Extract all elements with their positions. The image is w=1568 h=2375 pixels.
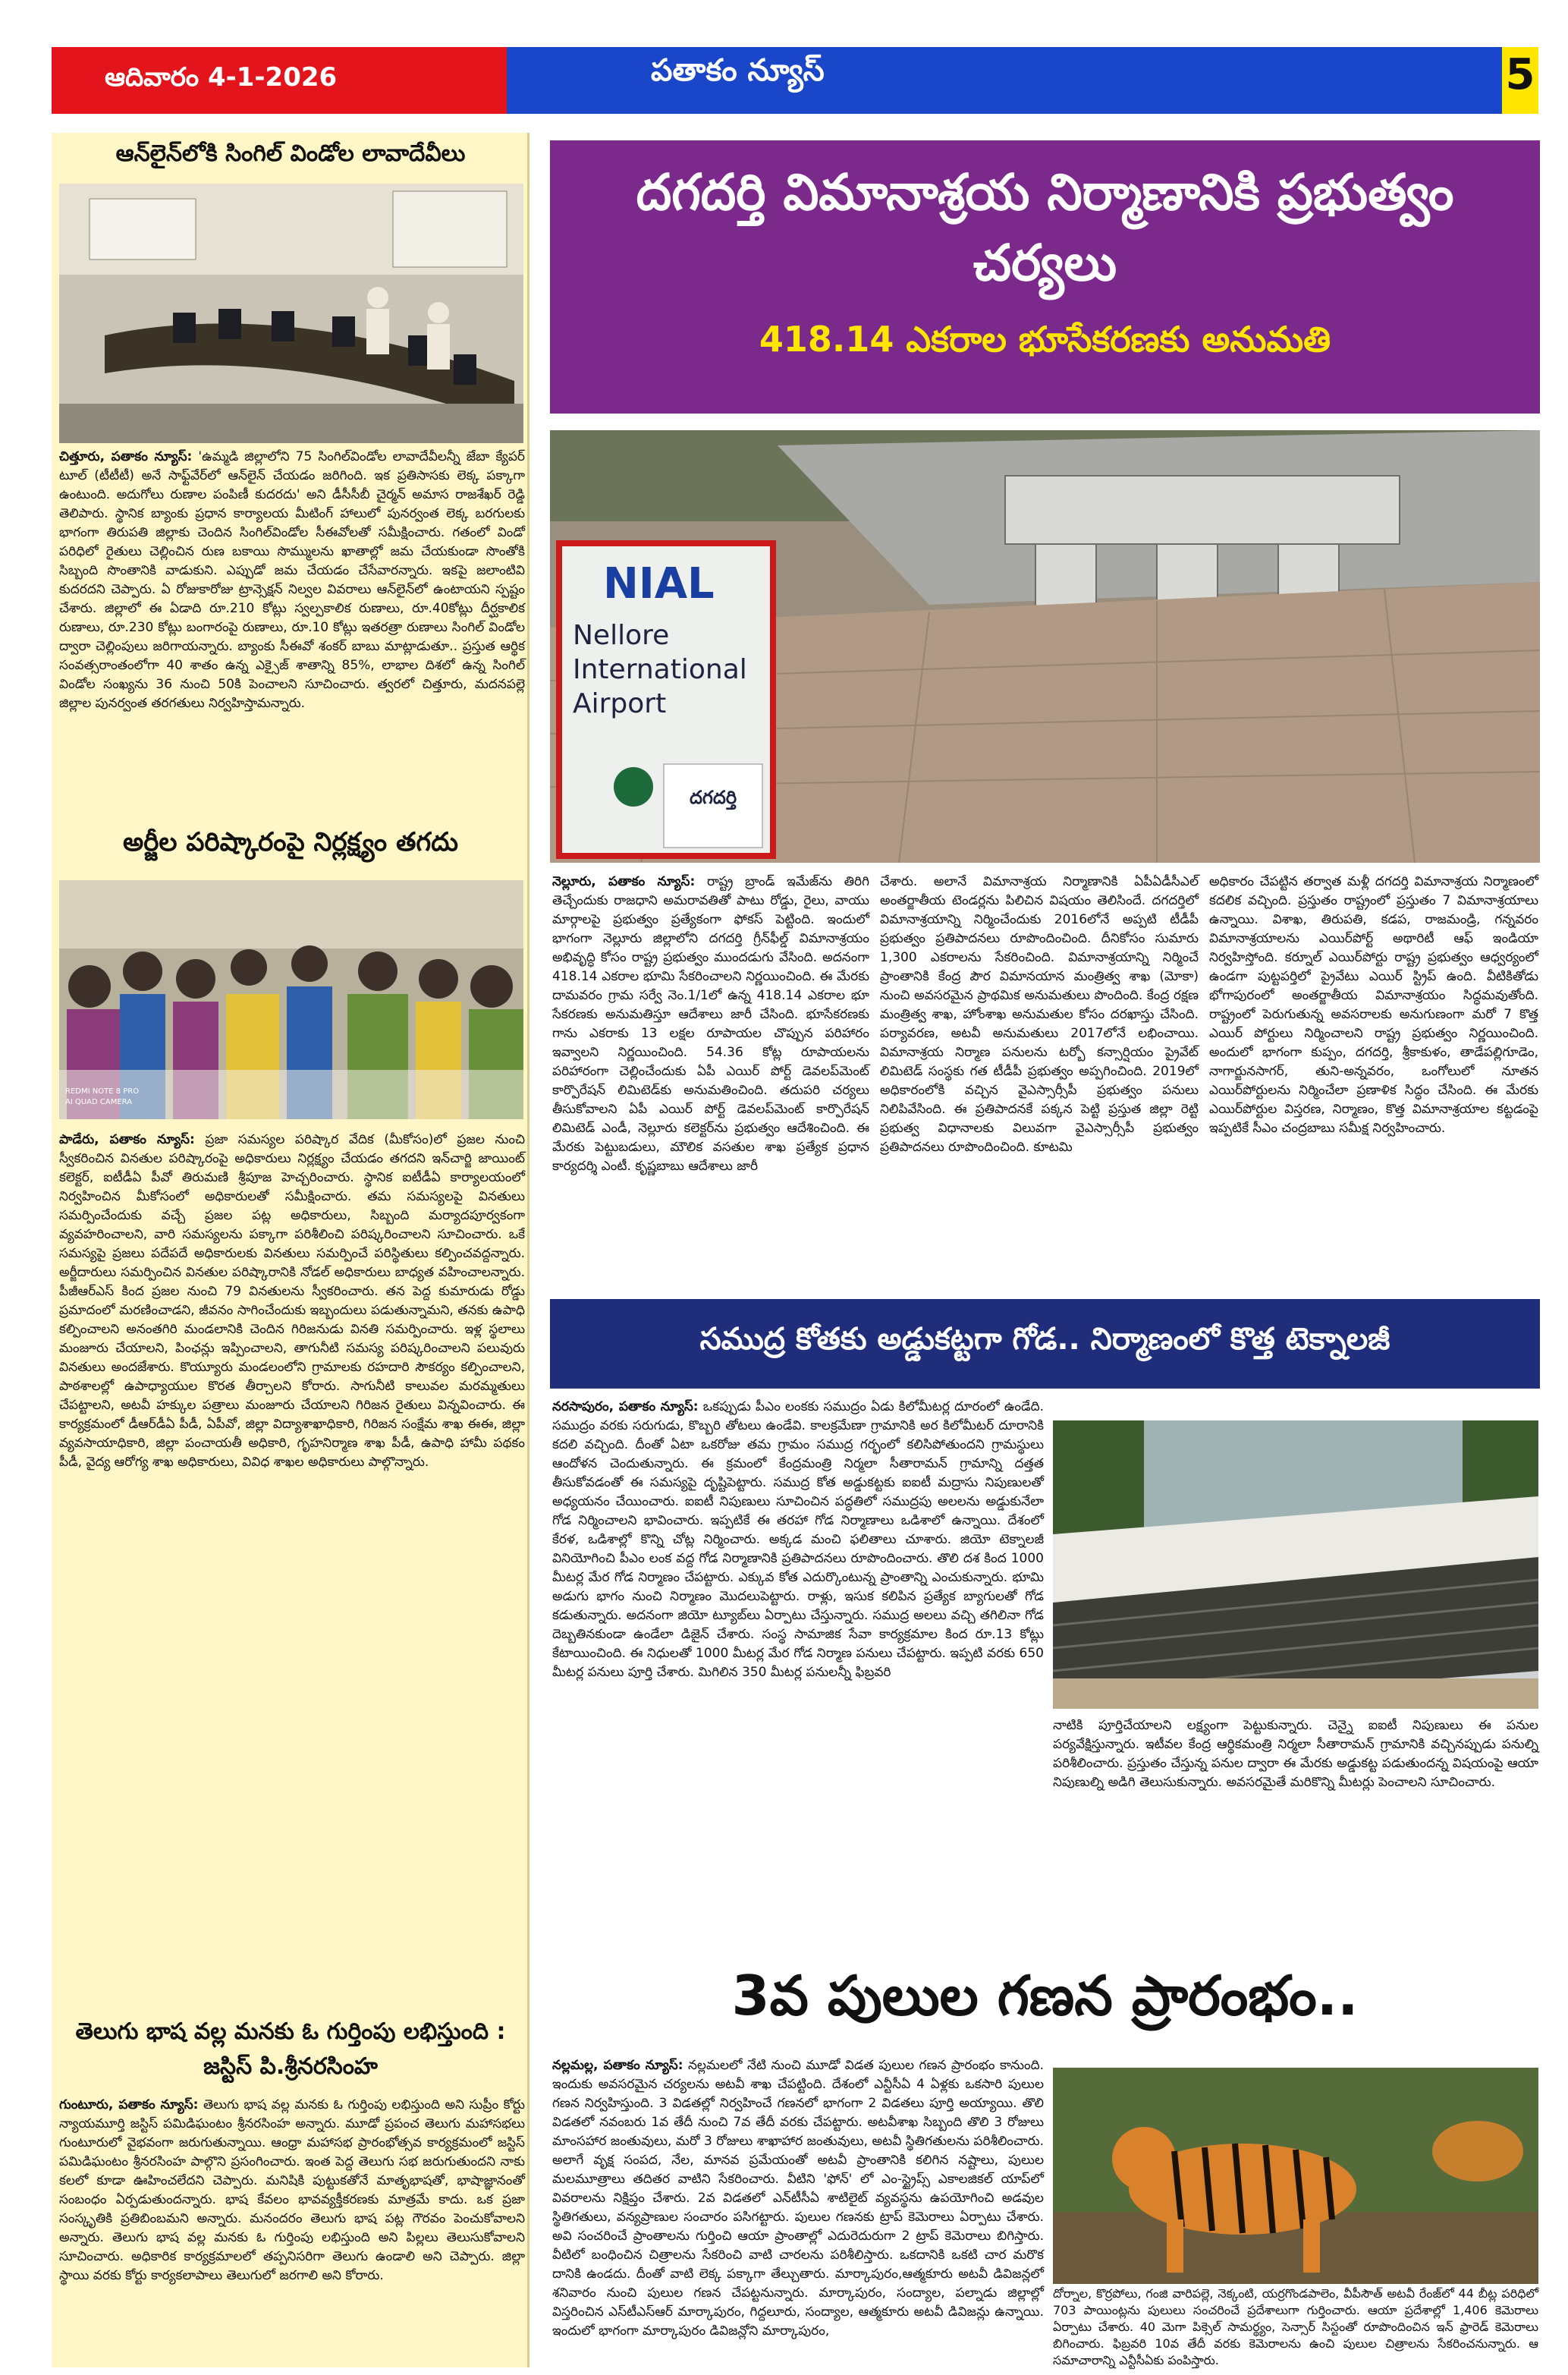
sidebar-story3-text bbox=[59, 2096, 525, 2361]
airport-column-1 bbox=[552, 873, 869, 1305]
airport-sign-airport: Airport bbox=[573, 688, 667, 719]
airport-headline: దగదర్తి విమానాశ్రయ నిర్మాణానికి ప్రభుత్వం చర్యలు bbox=[636, 163, 1454, 292]
meeting-room-image bbox=[59, 184, 523, 443]
tiger-photo bbox=[1053, 2068, 1538, 2284]
airport-column-2 bbox=[880, 873, 1199, 1305]
header-page-number: 5 bbox=[1505, 50, 1535, 99]
airport-sign-international: International bbox=[573, 654, 747, 685]
tiger-column-text bbox=[552, 2056, 1044, 2367]
header-paper-name: పతాకం న్యూస్ bbox=[651, 53, 825, 88]
sidebar-story3-body: తెలుగు భాష వల్ల మనకు ఓ గుర్తింపు లభిస్తుంది అని సుప్రీం కోర్టు న్యాయమూర్తి జస్టిస్ పమిడిఘంటం శ్రీనరసింహ అన్నారు. మూడో ప్రపంచ తెలుగు మహాసభలు గుంటూరులో వైభవంగా జరుగుతున్నాయి. ఆంధ్రా మహాసభ ప్రారంభోత్సవ కార్యక్రమంలో జస్టిస్ పమిడిఘంటం శ్రీనరసింహ పాల్గొని ప్రసంగించారు. ఇంత పెద్ద తెలుగు సభ జరుగుతుందని నాకు కలలో కూడా ఊహించలేదని చెప్పారు. మనిషికి పుట్టుకతోనే మాతృభాషతో, భాషాజ్ఞానంతో సంబంధం ఏర్పడుతుందన్నారు. భాష కేవలం భావవ్యక్తీకరణకు మాత్రమే కాదు. ఒక ప్రజా సంస్కృతికి ప్రతిబింబమని అన్నారు. మనందరం తెలుగు భాష పట్ల గౌరవం పెంచుకోవాలని అన్నారు. తెలుగు భాష వల్ల మనకు ఓ గుర్తింపు లభిస్తుంది అని పిల్లలు తెలుసుకోవాలని సూచించారు. అధికారిక కార్యక్రమాలలో తప్పనిసరిగా తెలుగు ఉండాలి అని చెప్పారు. జిల్లా స్థాయి వరకు కోర్టు కార్యకలాపాలు తెలుగులో జరగాలి అని కోరారు. bbox=[59, 2097, 526, 2283]
airport-sign-telugu: దగదర్తి bbox=[689, 787, 737, 808]
sidebar-story1-title: ఆన్‌లైన్‌లోకి సింగిల్ విండోల లావాదేవీలు bbox=[115, 140, 466, 167]
sidebar-meeting-photo bbox=[59, 184, 523, 443]
sidebar-story1-byline: చిత్తూరు, పతాకం న్యూస్: bbox=[59, 449, 193, 464]
seawall-headline: సముద్ర కోతకు అడ్డుకట్టగా గోడ.. నిర్మాణంలో కొత్త టెక్నాలజీ bbox=[699, 1322, 1390, 1357]
header-date: ఆదివారం 4-1-2026 bbox=[105, 62, 338, 93]
seawall-caption: నాటికి పూర్తిచేయాలని లక్ష్యంగా పెట్టుకున్నారు. చెన్నై ఐఐటీ నిపుణులు ఈ పనుల పర్యవేక్షిస్తున్నారు. ఇటీవల కేంద్ర ఆర్థికమంత్రి నిర్మలా సీతారామన్ గ్రామానికి వచ్చినప్పుడు పనుల్ని పరిశీలించారు. ప్రస్తుతం చేస్తున్న పనుల ద్వారా ఈ మేరకు అడ్డుకట్ట పడుతుందన్న విషయంపై ఆయా నిపుణుల్ని అడిగి తెలుసుకున్నారు. అవసరమైతే మరికొన్ని మీటర్లు పెంచాలని సూచించారు. bbox=[1053, 1718, 1538, 1790]
airport-sign-nellore: Nellore bbox=[573, 620, 670, 651]
tiger-image bbox=[1053, 2068, 1538, 2284]
seawall-body: ఒకప్పుడు పీఎం లంకకు సముద్రం ఏడు కిలోమీటర్ల దూరంలో ఉండేది. సముద్రం వరకు సరుగుడు, కొబ్బరి తోటలు ఉండేవి. కాలక్రమేణా గ్రామానికి అర కిలోమీటర్ దూరానికి కదలి వచ్చింది. దీంతో ఏటా ఒకరోజు తమ గ్రామం సముద్ర గర్భంలో కలిసిపోతుందని గ్రామస్థులు ఆందోళన చెందుతున్నారు. ఈ క్రమంలో కేంద్రమంత్రి నిర్మలా సీతారామన్ గ్రామాన్ని దత్తత తీసుకోవడంతో ఈ సమస్యపై దృష్టిపెట్టారు. సముద్ర కోత అడ్డుకట్టకు ఐఐటీ మద్రాసు నిపుణులతో అధ్యయనం చేయించారు. ఐఐటీ నిపుణులు సూచించిన పద్ధతిలో సముద్రపు అలలను అడ్డుకునేలా గోడ నిర్మించాలని భావించారు. ఇప్పటికే ఈ తరహా గోడ నిర్మాణాలు ఒడిశాలో ఉన్నాయి. దేశంలో కేరళ, ఒడిశాల్లో కొన్ని చోట్ల నిర్మించారు. అక్కడ మంచి ఫలితాలు చూశారు. జియో టెక్నాలజీ వినియోగించి పీఎం లంక వద్ద గోడ నిర్మాణానికి ప్రతిపాదనలు రూపొందించారు. తొలి దశ కింద 1000 మీటర్ల మేర గోడ నిర్మాణం చేపట్టారు. ఎక్కువ కోత ఎదుర్కొంటున్న ప్రాంతాన్ని ఎంచుకున్నారు. భూమి అడుగు భాగం నుంచి నిర్మాణం మొదలుపెట్టారు. రాళ్లు, ఇసుక కలిపిన ప్రత్యేక బ్యాగులతో గోడ కడుతున్నారు. అదనంగా జియో ట్యూబ్‌లు ఏర్పాటు చేస్తున్నారు. సముద్ర అలలు వచ్చి తగిలినా గోడ దెబ్బతినకుండా ఉండేలా డిజైన్ చేశారు. సంస్థ సామాజిక సేవా కార్యక్రమాల కింద రూ.13 కోట్లు కేటాయించింది. ఈ నిధులతో 1000 మీటర్ల మేర గోడ నిర్మాణ పనులు చేపట్టారు. ఇప్పటి వరకు 650 మీటర్ల పనులు పూర్తి చేశారు. మిగిలిన 350 మీటర్ల పనులన్నీ ఫిబ్రవరి bbox=[552, 1399, 1044, 1680]
tiger-body: నల్లమలలో నేటి నుంచి మూడో విడత పులుల గణన ప్రారంభం కానుంది. ఇందుకు అవసరమైన చర్యలను అటవీ శాఖ చేపట్టింది. దేశంలో ఎన్టీసీఏ 4 ఏళ్లకు ఒకసారి పులుల గణన నిర్వహిస్తుంది. 3 విడతల్లో నిర్వహించే గణనలో భాగంగా 2 విడతలు పూర్తి అయ్యాయి. తొలి విడతలో నవంబరు 1వ తేదీ నుంచి 7వ తేదీ వరకు చేపట్టారు. అటవీశాఖ సిబ్బంది తొలి 3 రోజులు మాంసహార జంతువులు, మరో 3 రోజులు శాఖాహార జంతువులు, అటవీ స్థితిగతులను పరిశీలించారు. అలాగే వృక్ష సంపద, నేల, మానవ ప్రమేయంతో అటవీ ప్రాంతానికి కలిగిన నష్టాలు, పులుల మలమూత్రాలు తదితర వాటిని సేకరించారు. వీటిని 'ఫోన్' లో ఎం-స్ట్రైప్స్ ఎకాలజికల్ యాప్‌లో వివరాలను నిక్షిప్తం చేశారు. 2వ విడతలో ఎన్‌టీసీఏ శాటిలైట్ వ్యవస్థను ఉపయోగించి అడవుల స్థితిగతులు, వన్యప్రాణుల సంచారం పసిగట్టారు. పులుల గణనకు ట్రాప్ కెమెరాలు ఏర్పాటు చేశారు. అవి సంచరించే ప్రాంతాలను గుర్తించి ఆయా ప్రాంతాల్లో ఎదురెదురుగా 2 ట్రాప్ కెమెరాలు బిగిస్తారు. వీటిలో బంధించిన చిత్రాలను సేకరించి వాటి చారలను పరిశీలిస్తారు. ఒకదానికి ఒకటి చార మరొక దానికి ఉండదు. దీంతో వాటి లెక్క పక్కాగా తేల్చుతారు. మార్కాపురం,ఆత్మకూరు అటవీ డివిజన్లలో శనివారం నుంచి పులుల గణన చేపట్టనున్నారు. మార్కాపురం, సంద్యాల, పల్నాడు జిల్లాల్లో విస్తరించిన ఎస్‌టీఎస్‌ఆర్ మార్కాపురం, గిద్దలూరు, సంద్యాల, ఆత్మకూరు అటవీ డివిజన్లు ఉన్నాయి. ఇందులో భాగంగా మార్కాపురం డివిజన్లోని మార్కాపురం, bbox=[552, 2058, 1045, 2339]
sidebar-story1-body: 'ఉమ్మడి జిల్లాలోని 75 సింగిల్‌విండోల లావాదేవీలన్నీ జేబా క్యేపర్ టూల్ (టీటీటీ) అనే సాఫ్ట్‌వేర్‌లో ఆన్‌లైన్ చేయడం జరిగింది. ఇక ప్రతిసాసకు లెక్క పక్కాగా ఉంటుంది. అదుగోలు రుణాల పంపిణీ కుదరదు' అని డీసీసీబీ చైర్మన్ అమాస రాజశేఖర్ రెడ్డి తెలిపారు. స్థానిక బ్యాంకు ప్రధాన కార్యాలయ మీటింగ్ హాలులో పునర్వంత లెక్క బరగులకు భాగంగా తిరుపతి జిల్లాకు చెందిన సింగిల్‌విండోల సీఈవోలతో సమీక్షించారు. గతంలో విండో పరిధిలో రైతులు చెల్లించిన రుణ బకాయి సొమ్ములను ఖాతాల్లో జమ చేయకుండా సొంతోకి సిబ్బంది సొంతానికి వాడుకుని. ఎప్పుడో జమ చేయడం చేసేవారన్నారు. ఇకపై జలాంటివి కుదరదని చెప్పారు. ఏ రోజుకారోజు ట్రాన్సెక్షన్ నిల్వల వివరాలు ఆన్‌లైన్‌లో ఉంటాయని స్పష్టం చేశారు. జిల్లాలో ఈ ఏడాది రూ.210 కోట్లు స్వల్పకాలిక రుణాలు, రూ.40కోట్లు దీర్ఘకాలిక రుణాలు, రూ.230 కోట్లు బంగారంపై రుణాలు, రూ.10 కోట్లు ఇతరత్రా రుణాలు సింగిల్ విండోల ద్వారా చెల్లింపులు జరిగాయన్నారు. బ్యాంకు సీఈవో శంకర్ బాబు మాట్లాడుతూ.. ప్రస్తుత ఆర్థిక సంవత్సరాంతంలోగా 40 శాతం ఉన్న ఎక్సైజ్ శాతాన్ని 85%, లాభాల దిశలో ఉన్న సింగిల్ విండోల సంఖ్యను 36 నుంచి 50కి పెంచాలని సూచించారు. త్వరలో చిత్తూరు, మదనపల్లె జిల్లాల పునర్వంత తరగతులు నిర్వహిస్తామన్నారు. bbox=[59, 449, 526, 711]
sidebar-story1-text bbox=[59, 448, 525, 823]
airport-column-3 bbox=[1209, 873, 1538, 1305]
airport-col2-text: చేశారు. అలానే విమానాశ్రయ నిర్మాణానికి ఏపీఏడీసీఎల్ అంతర్జాతీయ టెండర్లను పిలిచిన విషయం తెలిసిందే. దగదర్తిలో విమానాశ్రయాన్ని నిర్మించేందుకు 2016లోనే అప్పటి టీడీపీ ప్రభుత్వం ప్రతిపాదనలు రూపొందించింది. దీనికోసం సుమారు 1,300 ఎకరాలను సేకరించింది. విమానాశ్రయాన్ని నిర్మించే ప్రాంతానికి కేంద్ర పౌర విమానయాన మంత్రిత్వ శాఖ (మోకా) నుంచి అవసరమైన ప్రాథమిక అనుమతులు పొందింది. కేంద్ర రక్షణ మంత్రిత్వ శాఖ, హోంశాఖ అనుమతుల కోసం దరఖాస్తు చేసింది. పర్యావరణ, అటవీ అనుమతులు 2017లోనే లభించాయి. విమానాశ్రయ నిర్మాణ పనులను టర్బో కన్సార్షియం ప్రైవేట్ లిమిటెడ్ సంస్థకు గత టీడీపీ ప్రభుత్వం అప్పగించింది. 2019లో అధికారంలోకి వచ్చిన వైఎస్సార్సీపీ ప్రభుత్వం పనులు నిలిపివేసింది. ఈ ప్రతిపాదనకే పక్కన పెట్టి ప్రస్తుత జిల్లా రెట్టి ప్రభుత్వ విధానాలకు విలువగా వైఎస్సార్సీపీ ప్రభుత్వం ప్రతిపాదనలు రూపొందించింది. కూటమి bbox=[880, 874, 1199, 1155]
tiger-caption: దోర్నాల, కొర్రపోలు, గంజి వారిపల్లె, నెక్కంటి, యర్రగొండపాలెం, వీపీసౌత్ అటవీ రేంజ్‌లో 44 బీట్ల పరిధిలో 703 పాయింట్లను పులులు సంచరించే ప్రదేశాలుగా గుర్తించారు. ఆయా ప్రదేశాల్లో 1,406 కెమెరాలు ఏర్పాటు చేశారు. 40 మెగా పిక్సెల్ సామర్థ్యం, సెన్సార్ సిస్టంతో రూపొందించిన ఇన్ ఫ్రారెడ్ కెమెరాలు బిగించారు. ఫిబ్రవరి 10వ తేదీ వరకు కెమెరాలను ఉంచి పులుల చిత్రాలను సేకరించనున్నారు. ఆ సమాచారాన్ని ఎన్టీసీఏకు పంపిస్తారు. bbox=[1053, 2286, 1538, 2367]
seawall-byline: నరసాపురం, పతాకం న్యూస్: bbox=[552, 1399, 699, 1414]
seawall-photo bbox=[1053, 1420, 1538, 1709]
airport-byline: నెల్లూరు, పతాకం న్యూస్: bbox=[552, 874, 696, 889]
seawall-construction-image bbox=[1053, 1420, 1538, 1709]
sidebar-story3-byline: గుంటూరు, పతాకం న్యూస్: bbox=[59, 2097, 199, 2112]
airport-col3-text: అధికారం చేపట్టిన తర్వాత మళ్లీ దగదర్తి విమానాశ్రయ నిర్మాణంలో కదలిక వచ్చింది. ప్రస్తుతం రాష్ట్రంలో ప్రస్తుతం 7 విమానాశ్రయాలు ఉన్నాయి. విశాఖ, తిరుపతి, కడప, రాజమండ్రి, గన్నవరం విమానాశ్రయాలను ఎయిర్‌పోర్ట్ అథారిటీ ఆఫ్ ఇండియా నిర్వహిస్తోంది. కర్నూల్ ఎయిర్‌పోర్టు రాష్ట్ర ప్రభుత్వం ఆధ్వర్యంలో ఉండగా పుట్టపర్తిలో ప్రైవేటు ఎయిర్ స్ట్రిప్ ఉంది. వీటికితోడు భోగాపురంలో అంతర్జాతీయ విమానాశ్రయం సిద్ధమవుతోంది. రాష్ట్రంలో పెరుగుతున్న అవసరాలకు అనుగుణంగా మరో 7 కొత్త ఎయిర్ పోర్టులు నిర్మించాలని రాష్ట్ర ప్రభుత్వం నిర్ణయించింది. అందులో భాగంగా కుప్పం, దగదర్తి, శ్రీకాకుళం, తాడేపల్లిగూడెం, నాగార్జునసాగర్, తుని-అన్నవరం, ఒంగోలులో నూతన ఎయిర్‌పోర్టులను నిర్మించేలా ప్రణాళిక సిద్ధం చేసింది. ఈ మేరకు ఎయిర్‌పోర్టుల విస్తరణ, నిర్మాణం, కొత్త విమానాశ్రయాల కట్టడంపై ఇప్పటికే సీఎం చంద్రబాబు సమీక్ష నిర్వహించారు. bbox=[1209, 874, 1538, 1136]
grievance-meeting-image bbox=[59, 880, 523, 1119]
sidebar-story2-title: అర్జీల పరిష్కారంపై నిర్లక్ష్యం తగదు bbox=[123, 827, 458, 857]
seawall-column-text bbox=[552, 1398, 1044, 1952]
sidebar-story2-text bbox=[59, 1131, 525, 2003]
airport-col1-text: రాష్ట్ర బ్రాండ్ ఇమేజ్‌ను తిరిగి తెచ్చేందుకు రాజధాని అమరావతితో పాటు రోడ్డు, రైలు, వాయు మార్గాలపై ప్రభుత్వం ప్రత్యేకంగా ఫోకస్ పెట్టింది. ఇందులో భాగంగా నెల్లూరు జిల్లాలోని దగదర్తి గ్రీన్‌ఫీల్డ్ విమానాశ్రయం అభివృద్ధి కోసం రాష్ట్ర ప్రభుత్వం ముందడుగు వేసింది. అదనంగా 418.14 ఎకరాల భూమి సేకరించాలని నిర్ణయించింది. ఈ మేరకు దామవరం గ్రామ సర్వే నెం.1/1లో ఉన్న 418.14 ఎకరాల భూ సేకరణకు అనుమతిస్తూ ఆదేశాలు జారీ చేసింది. భూసేకరణకు గాను ఎకరాకు 13 లక్షల రూపాయల చొప్పున పరిహారం ఇవ్వాలని నిర్ణయించింది. 54.36 కోట్ల రూపాయలను పరిహారంగా చెల్లించేందుకు ఏపీ ఎయిర్ పోర్ట్ డెవలప్‌మెంట్ కార్పొరేషన్ లిమిటెడ్‌కు అనుమతించింది. తదుపరి చర్యలు తీసుకోవాలని ఏపీ ఎయిర్ పోర్ట్ డెవలప్‌మెంట్ కార్పొరేషన్ లిమిటెడ్ ఎండీ, నెల్లూరు కలెక్టర్‌ను ప్రభుత్వం ఆదేశించింది. ఈ మేరకు పెట్టుబడులు, మౌలిక వసతుల శాఖ ప్రత్యేక ప్రధాన కార్యదర్శి ఎంటీ. కృష్ణబాబు ఆదేశాలు జారీ bbox=[552, 874, 869, 1174]
sidebar-story2-byline: పాడేరు, పతాకం న్యూస్: bbox=[59, 1132, 195, 1147]
sidebar-story3-title: తెలుగు భాష వల్ల మనకు ఓ గుర్తింపు లభిస్తుంది : జస్టిస్ పి.శ్రీనరసింహ bbox=[75, 2018, 506, 2080]
header-bar bbox=[52, 47, 1538, 114]
photo-watermark: REDMI NOTE 8 PRO AI QUAD CAMERA bbox=[65, 1087, 140, 1106]
airport-subheadline: 418.14 ఎకరాల భూసేకరణకు అనుమతి bbox=[759, 319, 1331, 360]
airport-sign-nial: NIAL bbox=[603, 559, 715, 609]
sidebar-story2-body: ప్రజా సమస్యల పరిష్కార వేదిక (మీకోసం)లో ప్రజల నుంచి స్వీకరించిన వినతుల పరిష్కారంపై అధికారులు నిర్లక్ష్యం చేయడం తగదని ఇన్‌చార్జి జాయింట్ కలెక్టర్, ఐటీడీఏ పీవో తిరుమణి శ్రీపూజ హెచ్చరించారు. స్థానిక ఐటీడీఏ కార్యాలయంలో నిర్వహించిన మీకోసంలో అధికారులతో సమీక్షించారు. తమ సమస్యలపై వినతులు సమర్పించేందుకు వచ్చే ప్రజల పట్ల అధికారులు, సిబ్బంది మర్యాదపూర్వకంగా వ్యవహరించాలని, వారి సమస్యలను పక్కాగా పరిశీలించి పరిష్కరించాలని సూచించారు. ఒకే సమస్యపై ప్రజలు పదేపదే అధికారులకు వినతులు సమర్పించే పరిస్థితులు కల్పించవద్దన్నారు. అర్జీదారులు సమర్పించిన వినతుల పరిష్కారానికి నోడల్ అధికారులు బాధ్యత వహించాలన్నారు. పీజీఆర్ఎస్ కింద ప్రజల నుంచి 79 వినతులను స్వీకరించారు. తన పెద్ద కుమారుడు రోడ్డు ప్రమాదంలో మరణించాడని, జీవనం సాగించేందుకు ఇబ్బందులు పడుతున్నామని, తనకు ఉపాధి కల్పించాలని అనంతగిరి మండలానికి చెందిన గిరిజనుడు వినతి సమర్పించారు. ఇళ్ల స్థలాలు మంజూరు చేయాలని, పింఛన్లు ఇప్పించాలని, తాగునీటి సమస్య పరిష్కరించాలని పలువురు వినతులు అందజేశారు. కొయ్యూరు మండలంలోని గ్రామాలకు రహదారి సౌకర్యం కల్పించాలని, పాఠశాలల్లో ఉపాధ్యాయుల కొరత తీర్చాలని కోరారు. సాగునీటి కాలువల మరమ్మతులు చేపట్టాలని, అటవీ హక్కుల పత్రాలు మంజూరు చేయాలని గిరిజన రైతులు విన్నవించారు. ఈ కార్యక్రమంలో డీఆర్‌డీఏ పీడీ, ఏపీవో, జిల్లా విద్యాశాఖాధికారి, గిరిజన సంక్షేమ శాఖ ఈఈ, జిల్లా వ్యవసాయాధికారి, జిల్లా పంచాయతీ అధికారి, గృహనిర్మాణ శాఖ పీడీ, ఉపాధి హామీ పథకం పీడీ, వైద్య ఆరోగ్య శాఖ అధికారులు, వివిధ శాఖల అధికారులు పాల్గొన్నారు. bbox=[59, 1132, 526, 1470]
tiger-byline: నల్లమల్ల, పతాకం న్యూస్: bbox=[552, 2058, 683, 2073]
tiger-headline: 3వ పులుల గణన ప్రారంభం.. bbox=[731, 1964, 1359, 2027]
sidebar-grievance-photo bbox=[59, 880, 523, 1119]
airport-photo bbox=[550, 430, 1540, 863]
